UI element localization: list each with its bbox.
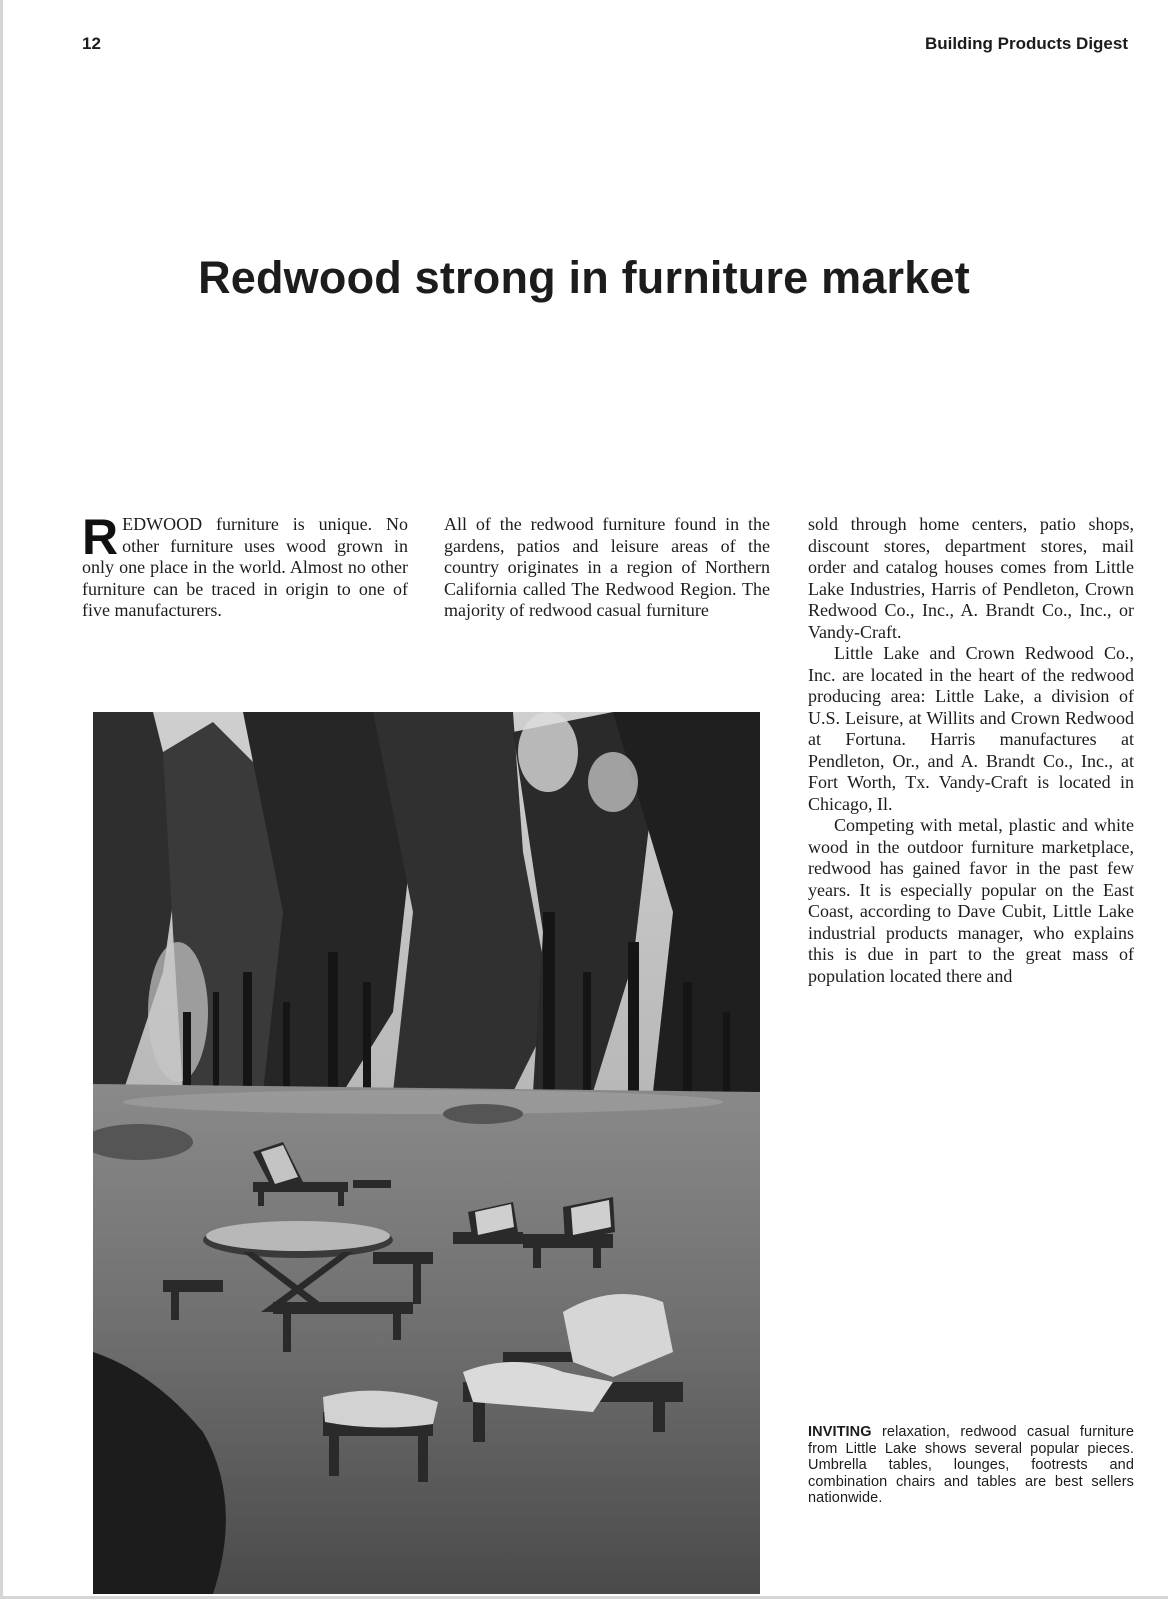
article-column-1	[82, 509, 408, 622]
paragraph: sold through home centers, patio shops, discount stores, department stores, mail order and catalog houses comes from Little Lake Industries, Harris of Pendleton, Crown Redwood Co., Inc., A. Brandt Co., Inc., or Vandy-Craft.	[808, 514, 1134, 642]
drop-cap: R	[82, 509, 119, 565]
paragraph	[82, 509, 408, 622]
paragraph: Little Lake and Crown Redwood Co., Inc. are located in the heart of the redwood producing area: Little Lake, a division of U.S. Leisure, at Willits and Crown Redwood at Fortuna. Harris manufactures at Pendleton, Or., and A. Brandt Co., Inc., at Fort Worth, Tx. Vandy-Craft is located in Chicago, Il.	[808, 643, 1134, 814]
page-edge	[0, 0, 3, 1599]
caption-text: relaxation, redwood casual furniture from Little Lake shows several popular pieces. Umbrella tables, lounges, footrests and combination chairs and tables are best sellers nationwide.	[808, 1424, 1134, 1506]
paragraph: Competing with metal, plastic and white wood in the outdoor furniture marketplace, redwood has gained favor in the past few years. It is especially popular on the East Coast, according to Dave Cubit, Little Lake industrial products manager, who explains this is due in part to the great mass of population located there and	[808, 815, 1134, 986]
publication-name: Building Products Digest	[924, 34, 1128, 53]
article-column-2	[444, 514, 770, 622]
article-title: Redwood strong in furniture market	[198, 252, 970, 303]
photo-caption	[808, 1424, 1134, 1507]
page-number: 12	[82, 34, 101, 53]
paragraph: All of the redwood furniture found in the gardens, patios and leisure areas of the country originates in a region of Northern California called The Redwood Region. The majority of redwood casual furniture	[444, 514, 770, 620]
redwood-furniture-photo	[93, 712, 760, 1594]
paragraph-text: EDWOOD furniture is unique. No other furniture uses wood grown in only one place in the world. Almost no other furniture can be traced in origin to one of five manufacturers.	[82, 514, 408, 620]
caption-lead: INVITING	[808, 1424, 872, 1440]
article-column-3	[808, 514, 1134, 987]
